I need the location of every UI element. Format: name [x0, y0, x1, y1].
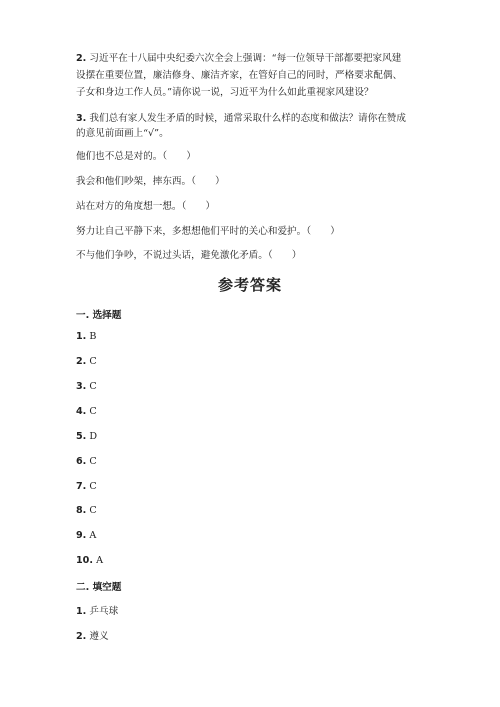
- answer-value: C: [89, 481, 97, 492]
- answer-value: C: [89, 456, 97, 467]
- option-line: 不与他们争吵，不说过头话，避免激化矛盾。（ ）: [76, 250, 302, 261]
- question-2-line-1: [76, 52, 436, 65]
- answer-item: [76, 431, 97, 442]
- answer-number: 4.: [76, 406, 87, 417]
- answer-item: [76, 505, 97, 516]
- answer-number: 5.: [76, 431, 87, 442]
- question-3-number: 3.: [76, 113, 87, 124]
- answer-number: 1.: [76, 606, 87, 617]
- answer-item: [76, 530, 96, 541]
- answer-number: 2.: [76, 631, 87, 642]
- question-2-line-2: 设摆在重要位置，廉洁修身、廉洁齐家，在管好自己的同时，严格要求配偶、: [76, 70, 403, 81]
- answer-value: 乒乓球: [89, 606, 119, 617]
- answer-value: C: [89, 381, 97, 392]
- answer-item: [76, 481, 97, 492]
- question-3-line-2: 的意见前面画上“√”。: [76, 128, 169, 139]
- answer-item: [76, 456, 97, 467]
- answer-item: [76, 555, 103, 566]
- answer-value: C: [89, 406, 97, 417]
- answer-value: C: [89, 505, 97, 516]
- answer-item: [76, 628, 109, 642]
- answer-item: [76, 603, 118, 617]
- option-line: 努力让自己平静下来，多想想他们平时的关心和爱护。（ ）: [76, 226, 340, 237]
- answer-item: [76, 356, 97, 367]
- question-2-number: 2.: [76, 53, 87, 64]
- answer-value: A: [89, 530, 97, 541]
- answer-number: 8.: [76, 505, 87, 516]
- answer-value: A: [96, 555, 103, 566]
- answer-number: 9.: [76, 530, 87, 541]
- answer-item: [76, 331, 96, 342]
- question-3-text-line-1: 我们总有家人发生矛盾的时候，通常采取什么样的态度和做法？请你在赞成: [89, 113, 406, 124]
- question-3-line-1: [76, 112, 436, 125]
- section-heading-choice: 一. 选择题: [76, 310, 122, 321]
- question-2-line-3: 子女和身边工作人员。”请你说一说，习近平为什么如此重视家风建设？: [76, 87, 374, 98]
- answer-number: 2.: [76, 356, 87, 367]
- answer-number: 3.: [76, 381, 87, 392]
- answer-number: 1.: [76, 331, 87, 342]
- option-line: 站在对方的角度想一想。（ ）: [76, 201, 216, 212]
- answer-value: D: [89, 431, 98, 442]
- answer-item: [76, 381, 97, 392]
- answer-value: 遵义: [89, 631, 109, 642]
- answer-value: B: [89, 331, 97, 342]
- answer-number: 7.: [76, 481, 87, 492]
- answer-item: [76, 406, 97, 417]
- answer-key-title: 参考答案: [217, 276, 282, 294]
- section-heading-fill: 二. 填空题: [76, 582, 122, 593]
- answer-number: 6.: [76, 456, 87, 467]
- question-2-text-line-1: 习近平在十八届中央纪委六次全会上强调：“每一位领导干部都要把家风建: [89, 53, 402, 64]
- option-line: 他们也不总是对的。（ ）: [76, 151, 196, 162]
- option-line: 我会和他们吵架，摔东西。（ ）: [76, 176, 225, 187]
- answer-value: C: [89, 356, 97, 367]
- answer-number: 10.: [76, 555, 93, 566]
